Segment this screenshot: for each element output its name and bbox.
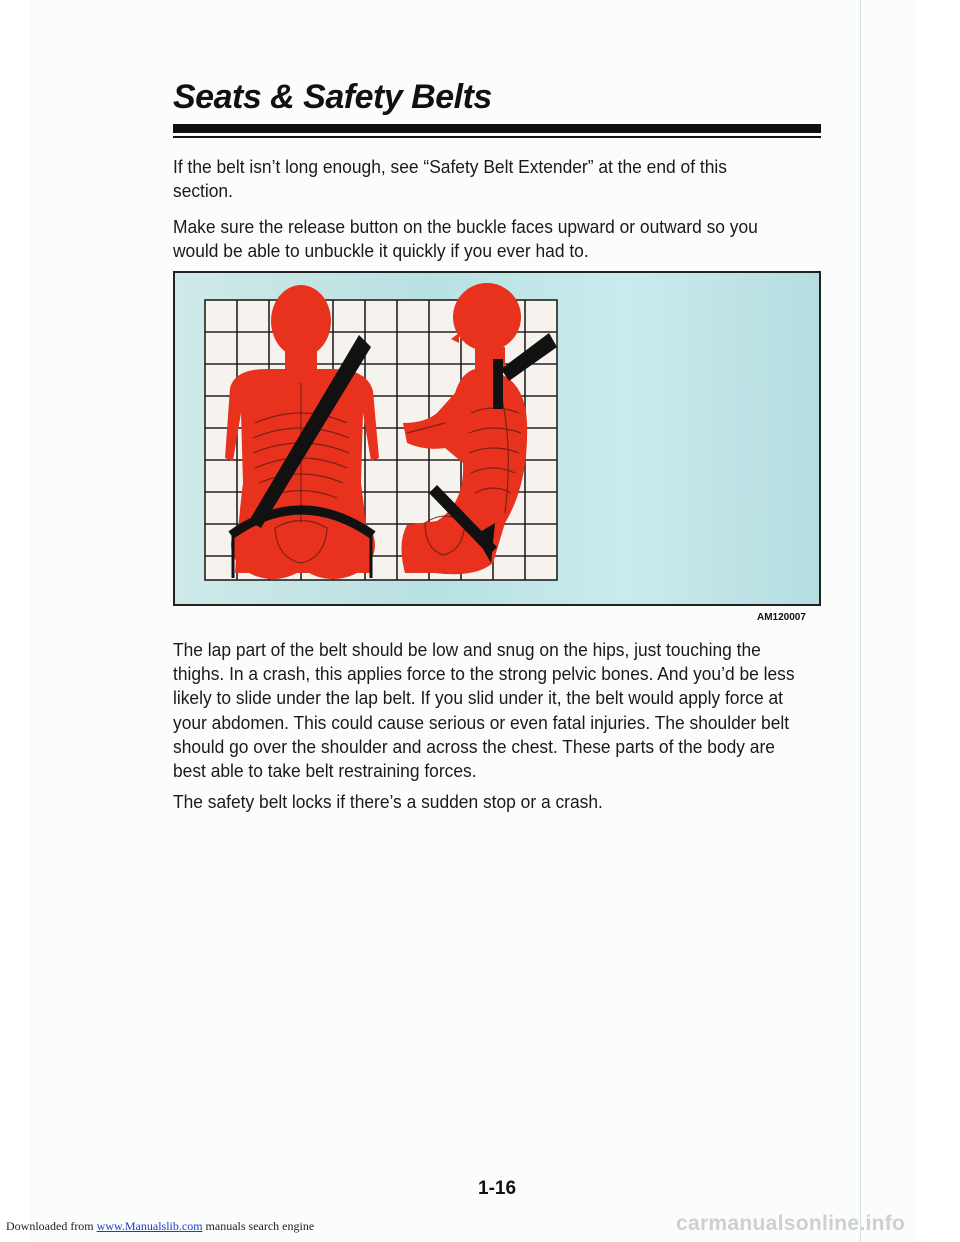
- paragraph-belt-locks: The safety belt locks if there’s a sudden stop or a crash.: [173, 791, 603, 812]
- belt-diagram-svg: [175, 273, 819, 604]
- safety-belt-illustration: [173, 271, 821, 606]
- footer-suffix: manuals search engine: [205, 1219, 315, 1233]
- paragraph-lap-belt: The lap part of the belt should be low and snug on the hips, just touching the thighs. In a crash, this applies force to the strong pelvic bones. And you’d be less likely to slide under the lap belt. If you slid under it, the belt would apply force at your abdomen. This could cause serious or even fatal injuries. The shoulder belt should go over the shoulder and across the chest. These parts of the body are best able to take belt restraining forces.: [173, 639, 795, 782]
- manualslib-link[interactable]: www.Manualslib.com: [96, 1219, 203, 1233]
- page-number: 1-16: [478, 1178, 517, 1199]
- paragraph-release-button: Make sure the release button on the buckle faces upward or outward so you would be able to unbuckle it quickly if you ever had to.: [173, 216, 758, 261]
- page-title: Seats & Safety Belts: [173, 78, 492, 116]
- figure-code: AM120007: [757, 612, 806, 623]
- paragraph-belt-extender: If the belt isn’t long enough, see “Safety Belt Extender” at the end of this section.: [173, 156, 727, 201]
- title-rule-thick: [173, 124, 821, 133]
- title-rule-thin: [173, 136, 821, 138]
- side-belt-retractor: [493, 359, 503, 409]
- footer-prefix: Downloaded from: [6, 1219, 94, 1233]
- page-edge: [860, 0, 861, 1242]
- watermark: carmanualsonline.info: [676, 1212, 906, 1235]
- download-footer: [6, 1219, 314, 1234]
